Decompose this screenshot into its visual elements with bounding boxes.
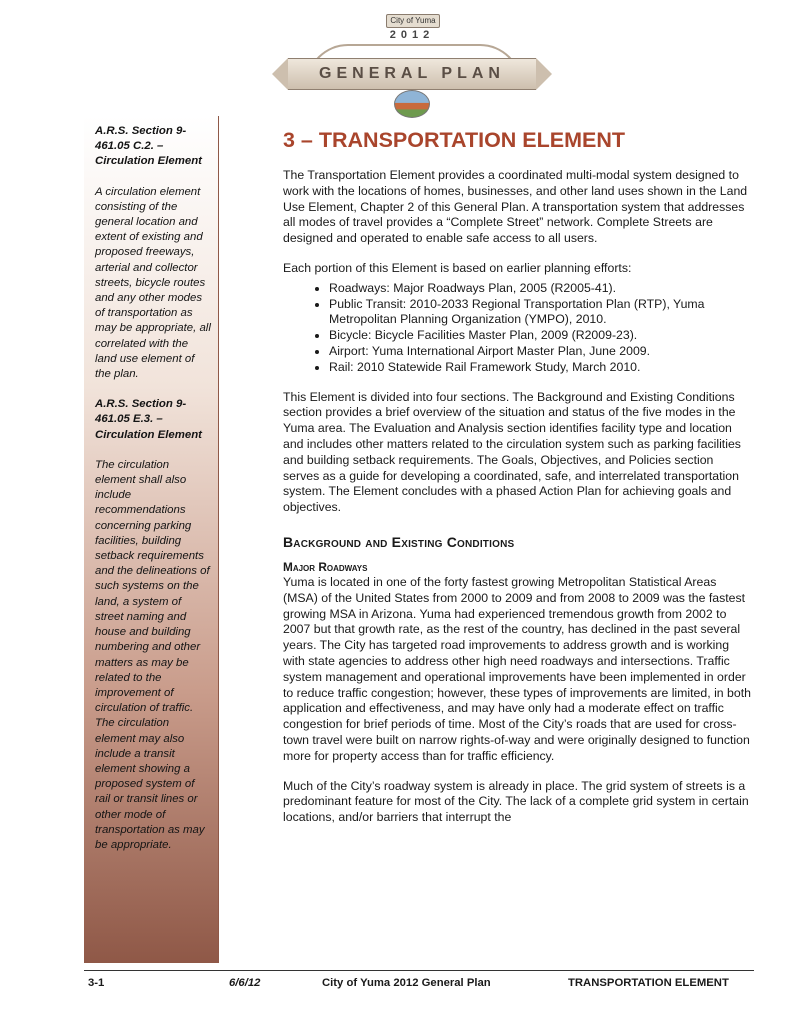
list-item: • Airport: Yuma International Airport Master Plan, June 2009. [329, 344, 753, 360]
footer-date: 6/6/12 [229, 977, 261, 989]
sidebar-heading: A.R.S. Section 9-461.05 C.2. – Circulation Element [95, 125, 202, 168]
sidebar-text: A circulation element consisting of the general location and extent of existing and proposed freeways, arterial and collector streets, bicycle routes and any other modes of transportation as may be appropriate, all correlated with the land use element of the plan. [95, 185, 211, 381]
list-item: • Public Transit: 2010-2033 Regional Transportation Plan (RTP), Yuma Metropolitan Planning Organization (YMPO), 2010. [329, 297, 753, 329]
planning-efforts-list [283, 281, 753, 376]
main-content [283, 126, 753, 840]
list-item: • Roadways: Major Roadways Plan, 2005 (R2005-41). [329, 281, 753, 297]
logo-city-label: City of Yuma [386, 14, 440, 28]
section-heading: Background and Existing Conditions [283, 533, 515, 550]
sidebar-heading: A.R.S. Section 9-461.05 E.3. – Circulation Element [95, 398, 202, 441]
footer-document-title: City of Yuma 2012 General Plan [322, 977, 491, 989]
logo-banner [288, 58, 536, 90]
logo-year: 2012 [389, 29, 435, 41]
footer-page-number: 3-1 [88, 977, 105, 989]
statute-sidebar [84, 116, 219, 963]
logo-title: GENERAL PLAN [319, 65, 505, 82]
paragraph: Much of the City’s roadway system is already in place. The grid system of streets is a predominant feature for most of the City. The lack of a complete grid system in certain locations, and/or barriers that interrupt the [283, 778, 749, 825]
subsection-heading: Major Roadways [283, 559, 368, 574]
landscape-emblem-icon [394, 90, 430, 118]
list-item: • Bicycle: Bicycle Facilities Master Plan, 2009 (R2009-23). [329, 328, 753, 344]
paragraph: This Element is divided into four sections. The Background and Existing Conditions section provides a brief overview of the situation and status of the five modes in the Yuma area. The Evaluation and Analysis section identifies facility type and location and includes other matters related to the circulation system such as parking facilities and building setback requirements. The Goals, Objectives, and Policies section serves as a guide for developing a coordinated, safe, and interrelated transportation system. The Element concludes with a phased Action Plan for achieving goals and objectives. [283, 389, 741, 515]
list-item: • Rail: 2010 Statewide Rail Framework Study, March 2010. [329, 360, 753, 376]
paragraph: Yuma is located in one of the forty fastest growing Metropolitan Statistical Areas (MSA) of the United States from 2000 to 2009 and from 2008 to 2009 was the fastest growing MSA in Arizona. Yuma had experienced tremendous growth from 2002 to 2007 but that growth rate, as the rest of the country, has declined in the past several years. The City has targeted road improvements to address growth and is working with state agencies to address other high need roadways and intersections. Traffic system management and operational improvements have been implemented in order to reduce traffic congestion; however, these types of improvements are limited, in both application and effectiveness, and may have only had a moderate effect on traffic congestion for brief periods of time. Most of the City’s roads that are used for cross-town travel were built on narrow rights-of-way and were originally designed to function more for property access than for traffic efficiency. [283, 574, 751, 763]
sidebar-text: The circulation element shall also include recommendations concerning parking facilities, building setback requirements and the delineations of such systems on the land, a system of street naming and house and building numbering and other matters as may be related to the improvement of circulation of traffic. The circulation element may also include a transit element showing a proposed system of rail or transit lines or other mode of transportation as may be appropriate. [95, 458, 210, 851]
paragraph: Each portion of this Element is based on earlier planning efforts: [283, 260, 632, 275]
paragraph: The Transportation Element provides a coordinated multi-modal system designed to work with the locations of homes, businesses, and other land uses shown in the Land Use Element, Chapter 2 of this General Plan. A transportation system that addresses all modes of travel provides a “Complete Street” network. Complete Streets are designed and operated to enable safe access to all users. [283, 168, 748, 246]
footer-section-title: TRANSPORTATION ELEMENT [568, 977, 729, 989]
general-plan-logo [288, 14, 536, 118]
chapter-title: 3 – TRANSPORTATION ELEMENT [283, 128, 626, 152]
footer-divider [84, 970, 754, 971]
